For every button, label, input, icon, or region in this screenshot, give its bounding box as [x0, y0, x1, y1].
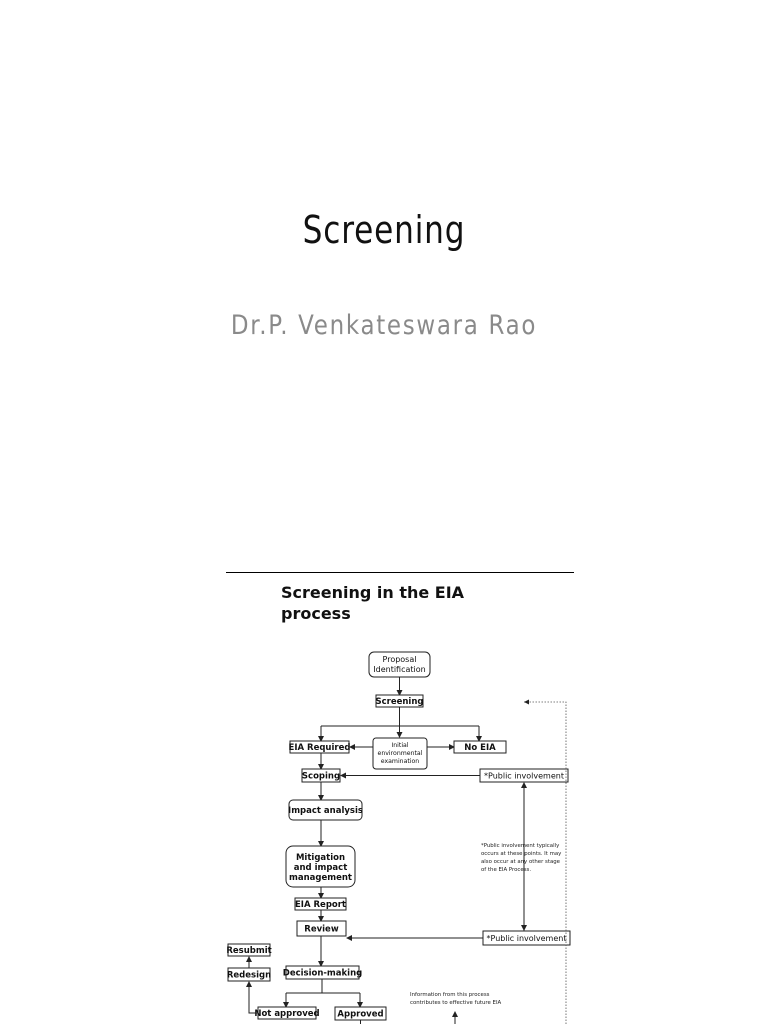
- feedback-arrowhead: [524, 700, 529, 705]
- node-eia-report: [295, 898, 346, 910]
- approved-label: Approved: [337, 1009, 384, 1020]
- initial-line2: environmental: [377, 750, 423, 757]
- redesign-label: Redesign: [226, 970, 272, 981]
- flowchart-slide: [226, 572, 574, 1024]
- mitigation-line1: Mitigation: [295, 853, 346, 863]
- node-eia-required: [289, 741, 351, 753]
- decision-making-label: Decision-making: [282, 968, 363, 979]
- public-note-line2: occurs at these points. It may: [481, 851, 562, 857]
- initial-line1: Initial: [391, 742, 409, 749]
- node-no-eia: [454, 741, 506, 753]
- proposal-line2: Identification: [373, 665, 426, 674]
- screening-label: Screening: [375, 697, 424, 707]
- eia-process-flowchart: [226, 572, 574, 1024]
- proposal-line1: Proposal: [382, 655, 417, 664]
- public-note-line1: *Public involvement typically: [481, 843, 560, 849]
- public-involvement-note: [481, 843, 562, 873]
- public-involvement-2-label: *Public involvement: [486, 934, 567, 943]
- flowchart-title-line2: process: [281, 604, 351, 623]
- slide-title: Screening: [302, 208, 466, 252]
- node-public-involvement-1: [480, 769, 568, 782]
- eia-report-label: EIA Report: [295, 900, 346, 910]
- node-not-approved: [254, 1007, 319, 1019]
- public-note-line4: of the EIA Process.: [481, 867, 532, 873]
- node-screening: [376, 695, 424, 707]
- node-proposal-identification: [369, 652, 430, 677]
- node-resubmit: [226, 944, 271, 956]
- impact-analysis-label: Impact analysis: [288, 806, 363, 816]
- flowchart-title-line1: Screening in the EIA: [281, 583, 465, 602]
- info-note-line1: Information from this process: [410, 992, 490, 998]
- initial-line3: examination: [380, 758, 420, 765]
- public-involvement-1-label: *Public involvement: [484, 771, 564, 781]
- public-note-line3: also occur at any other stage: [481, 859, 560, 865]
- not-approved-label: Not approved: [254, 1009, 320, 1019]
- node-review: [297, 921, 346, 936]
- resubmit-label: Resubmit: [226, 946, 272, 956]
- node-initial-environmental-examination: [373, 738, 427, 769]
- scoping-label: Scoping: [301, 771, 341, 782]
- node-impact-analysis: [288, 800, 363, 820]
- node-scoping: [302, 769, 340, 782]
- slide-author: Dr.P. Venkateswara Rao: [230, 310, 538, 341]
- node-mitigation: [286, 846, 355, 887]
- mitigation-line2: and impact: [293, 863, 348, 873]
- node-approved: [335, 1007, 386, 1020]
- review-label: Review: [304, 924, 339, 935]
- info-note-line2: contributes to effective future EIA: [410, 1000, 502, 1006]
- no-eia-label: No EIA: [464, 743, 496, 753]
- eia-required-label: EIA Required: [288, 743, 351, 753]
- mitigation-line3: management: [289, 873, 352, 883]
- info-note: [410, 992, 502, 1006]
- node-redesign: [227, 968, 271, 981]
- node-public-involvement-2: [483, 931, 570, 945]
- node-decision-making: [283, 966, 362, 979]
